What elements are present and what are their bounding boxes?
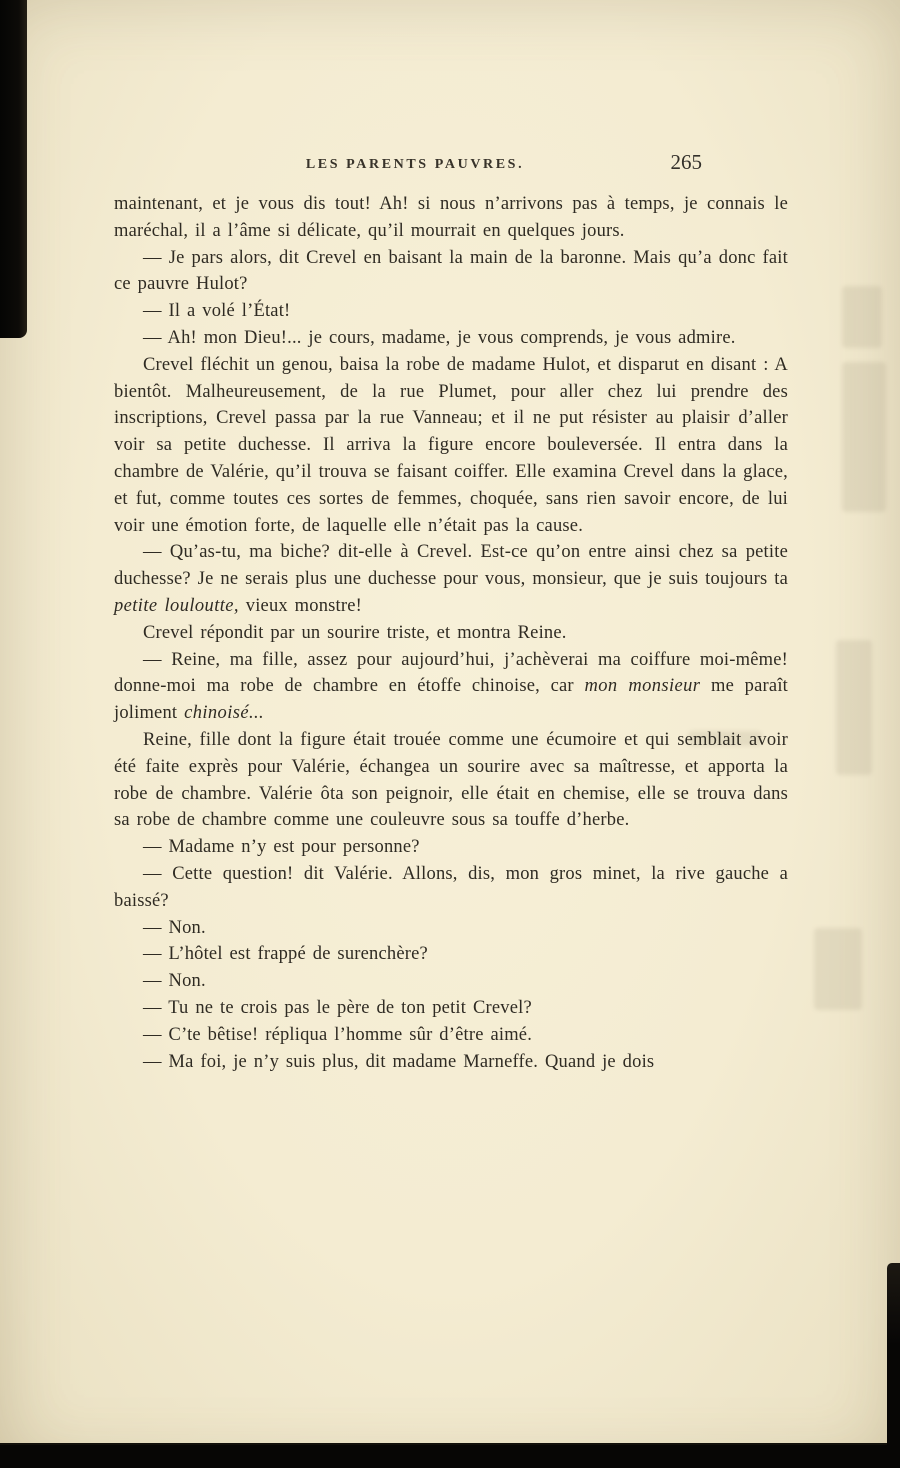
paragraph xyxy=(114,727,788,834)
paragraph xyxy=(114,1022,788,1049)
running-head xyxy=(114,150,788,191)
text-run: — Ma foi, je n’y suis plus, dit madame Marneffe. Quand je dois xyxy=(143,1051,655,1072)
scan-smudge xyxy=(842,286,882,348)
text-run: Reine, fille dont la figure était trouée comme une écumoire et qui semblait avoir été faite exprès pour Valérie, échangea un sourire avec sa maîtresse, et apporta la robe de chambre. Valérie ôta son peignoir, elle était en chemise, elle se trouva dans sa robe de chambre comme une couleuvre sous sa touffe d’herbe. xyxy=(114,729,788,831)
scan-edge-artifact-left xyxy=(0,0,27,338)
paragraph xyxy=(114,861,788,915)
paragraph xyxy=(114,968,788,995)
italic-text-run: chinoisé... xyxy=(184,703,265,724)
text-run: — Madame n’y est pour personne? xyxy=(143,837,420,858)
text-run: Crevel répondit par un sourire triste, et montra Reine. xyxy=(143,622,567,643)
paragraph xyxy=(114,1049,788,1076)
scan-smudge xyxy=(836,640,872,775)
paragraph xyxy=(114,352,788,540)
body-text xyxy=(114,191,788,1075)
text-run: — Je pars alors, dit Crevel en baisant la main de la baronne. Mais qu’a donc fait ce pauvre Hulot? xyxy=(114,247,788,295)
text-run: maintenant, et je vous dis tout! Ah! si nous n’arrivons pas à temps, je connais le maréchal, il a l’âme si délicate, qu’il mourrait en quelques jours. xyxy=(114,194,788,241)
paragraph xyxy=(114,620,788,647)
text-run: — Reine, ma fille, assez pour aujourd’hui, j’achèverai ma coiffure moi-même! donne-moi ma robe de chambre en étoffe chinoise, car xyxy=(114,649,788,697)
page-number: 265 xyxy=(670,150,702,174)
scan-smudge xyxy=(814,928,862,1010)
scan-smudge xyxy=(842,362,886,512)
text-run: — Qu’as-tu, ma biche? dit-elle à Crevel. Est-ce qu’on entre ainsi chez sa petite duchesse? Je ne serais plus une duchesse pour vous, monsieur, que je suis toujours ta xyxy=(114,542,788,590)
text-run: — Tu ne te crois pas le père de ton petit Crevel? xyxy=(143,997,532,1018)
paragraph xyxy=(114,995,788,1022)
text-run: — Cette question! dit Valérie. Allons, dis, mon gros minet, la rive gauche a baissé? xyxy=(114,863,788,911)
paragraph xyxy=(114,647,788,727)
italic-text-run: petite louloutte, xyxy=(114,595,239,616)
text-run: — Ah! mon Dieu!... je cours, madame, je vous comprends, je vous admire. xyxy=(143,327,736,348)
text-run: — L’hôtel est frappé de surenchère? xyxy=(143,944,428,965)
book-title-header: LES PARENTS PAUVRES. xyxy=(305,157,525,172)
paragraph xyxy=(114,245,788,299)
page-content xyxy=(114,150,788,1075)
paragraph xyxy=(114,834,788,861)
text-run: Crevel fléchit un genou, baisa la robe de madame Hulot, et disparut en disant : A bientôt. Malheureusement, de la rue Plumet, pour aller chez lui prendre des inscriptions, Crevel passa par la rue Vanneau; et il ne put résister au plaisir d’aller voir sa petite duchesse. Il arriva la figure encore bouleversée. Il entra dans la chambre de Valérie, qu’il trouva se faisant coiffer. Elle examina Crevel dans la glace, et fut, comme toutes ces sortes de femmes, choquée, sans rien savoir encore, de lui voir une émotion forte, de laquelle elle n’était pas la cause. xyxy=(114,354,788,536)
italic-text-run: mon monsieur xyxy=(584,676,701,697)
paragraph xyxy=(114,191,788,245)
scan-edge-artifact-right xyxy=(887,1263,900,1468)
paragraph xyxy=(114,539,788,619)
paragraph xyxy=(114,298,788,325)
text-run: — Non. xyxy=(143,917,206,938)
text-run: — Il a volé l’État! xyxy=(143,301,291,322)
scan-edge-artifact-bottom xyxy=(0,1443,900,1468)
text-run: me paraît joliment xyxy=(114,676,788,724)
paragraph xyxy=(114,915,788,942)
text-run: — C’te bêtise! répliqua l’homme sûr d’être aimé. xyxy=(143,1024,533,1045)
text-run: vieux monstre! xyxy=(238,595,363,616)
paragraph xyxy=(114,941,788,968)
paragraph xyxy=(114,325,788,352)
text-run: — Non. xyxy=(143,971,206,992)
